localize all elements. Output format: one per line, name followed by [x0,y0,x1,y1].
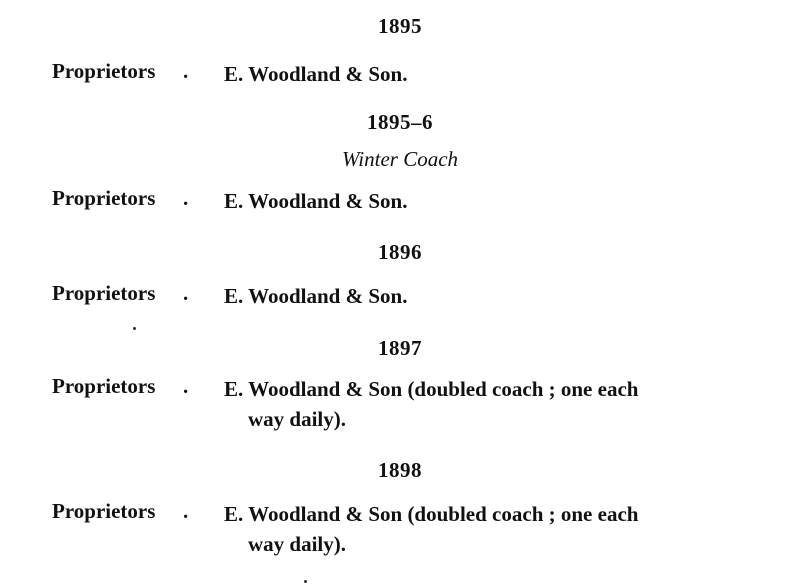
entry-value-line: E. Woodland & Son (doubled coach ; one each [224,377,639,401]
year-heading: 1895 [378,14,422,38]
print-speck [304,580,307,583]
entry-value: E. Woodland & Son. [224,284,408,308]
leader-dot: . [183,499,189,523]
entry-label: Proprietors [52,281,156,305]
year-heading: 1896 [378,240,422,264]
entry-label: Proprietors [52,186,156,210]
year-heading: 1897 [378,336,422,360]
print-speck [133,327,136,330]
entry-label: Proprietors [52,59,156,83]
leader-dot: . [183,186,189,210]
year-heading: 1898 [378,458,422,482]
leader-dot: . [183,281,189,305]
leader-dot: . [183,374,189,398]
year-subtitle: Winter Coach [341,147,459,171]
entry-value-continuation: way daily). [248,407,347,431]
entry-value: E. Woodland & Son. [224,189,408,213]
entry-label: Proprietors [52,374,156,398]
leader-dot: . [183,59,189,83]
entry-label: Proprietors [52,499,156,523]
year-heading: 1895–6 [367,110,433,134]
entry-value-continuation: way daily). [248,532,347,556]
entry-value-line: E. Woodland & Son (doubled coach ; one each [224,502,639,526]
entry-value [224,499,752,559]
entry-value [224,374,752,434]
entry-value: E. Woodland & Son. [224,62,408,86]
